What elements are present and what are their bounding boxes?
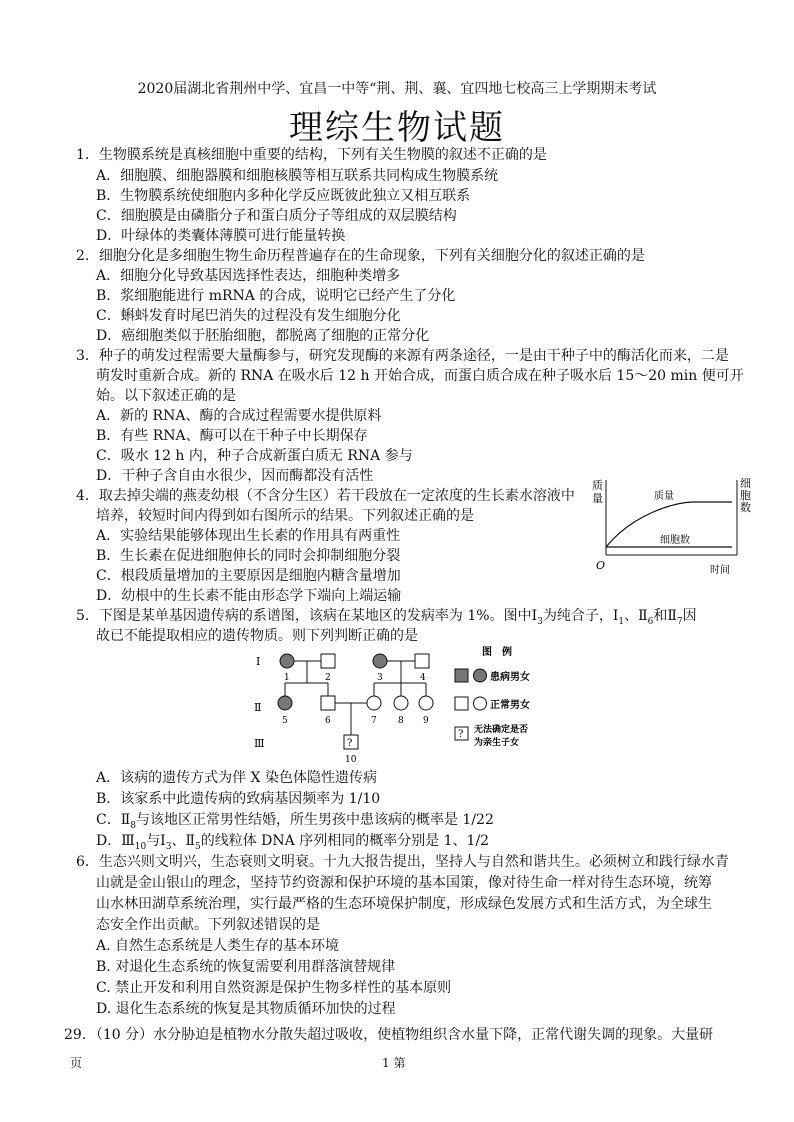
individual-I1: [280, 654, 294, 668]
chart-series-mass-label: 质量: [654, 491, 674, 502]
exam-header: 2020届湖北省荆州中学、宜昌一中等“荆、荆、襄、宜四地七校高三上学期期末考试: [137, 81, 657, 97]
legend-title: 图 例: [482, 647, 512, 658]
generation-label-2: Ⅱ: [254, 701, 262, 714]
question-2-option-d: D．癌细胞类似于胚胎细胞，都脱离了细胞的正常分化: [96, 328, 430, 344]
question-3-option-b: B．有些 RNA、酶可以在干种子中长期保存: [96, 428, 368, 444]
question-3-stem-line2: 萌发时重新合成。新的 RNA 在吸水后 12 h 开始合成，而蛋白质合成在种子吸水后 15～20 min 便可开: [96, 368, 744, 384]
generation-label-1: Ⅰ: [256, 655, 261, 668]
svg-text:4: 4: [420, 673, 426, 683]
question-6-stem-line1: 6．生态兴则文明兴，生态衰则文明衰。十九大报告提出，坚持人与自然和谐共生。必须树立和践行绿水青: [76, 854, 729, 870]
question-1-stem: 1．生物膜系统是真核细胞中重要的结构，下列有关生物膜的叙述不正确的是: [76, 147, 547, 163]
question-5-option-c: C．$Ⅱ_8$与该地区正常男性结婚，所生男孩中患该病的概率是 1/22: [96, 812, 494, 831]
question-6-stem-line2: 山就是金山银山的理念，坚持节约资源和保护环境的基本国策，像对待生命一样对待生态环境，统筹: [96, 875, 712, 891]
question-6-stem-line3: 山水林田湖草系统治理，实行最严格的生态环境保护制度，形成绿色发展方式和生活方式，为全球生: [96, 896, 712, 912]
chart-series-cell-label: 细胞数: [660, 535, 690, 546]
page-title: 理综生物试题: [289, 108, 505, 148]
svg-text:?: ?: [347, 738, 353, 749]
individual-II7: [367, 696, 381, 710]
svg-text:8: 8: [398, 716, 404, 726]
individual-II9: [419, 696, 433, 710]
question-4-option-d: D．幼根中的生长素不能由形态学下端向上端运输: [96, 588, 402, 604]
question-4-stem-line2: 培养，较短时间内得到如右图所示的结果。下列叙述正确的是: [96, 508, 474, 524]
growth-chart: [592, 475, 762, 580]
pedigree-chart: [250, 645, 550, 765]
individual-I3: [373, 654, 387, 668]
question-6-option-c: C. 禁止开发和利用自然资源是保护生物多样性的基本原则: [96, 980, 452, 996]
question-3-stem-line3: 始。以下叙述正确的是: [96, 388, 236, 404]
question-2-option-c: C．蝌蚪发育时尾巴消失的过程没有发生细胞分化: [96, 308, 401, 324]
chart-xlabel: 时间: [710, 565, 730, 576]
individual-II5: [278, 696, 292, 710]
chart-ylabel-left-1: 质: [592, 479, 603, 492]
svg-text:10: 10: [345, 755, 357, 765]
svg-text:6: 6: [325, 716, 331, 726]
legend-unknown-label-2: 为亲生子女: [474, 738, 520, 748]
question-4-option-b: B．生长素在促进细胞伸长的同时会抑制细胞分裂: [96, 548, 401, 564]
question-1-option-d: D．叶绿体的类囊体薄膜可进行能量转换: [96, 228, 346, 244]
question-1-option-c: C．细胞膜是由磷脂分子和蛋白质分子等组成的双层膜结构: [96, 208, 457, 224]
question-29-stem: 29．（10 分）水分胁迫是植物水分散失超过吸收，使植物组织含水量下降，正常代谢失调的现象。大量研: [64, 1027, 714, 1043]
generation-label-3: Ⅲ: [254, 737, 265, 750]
legend-affected-label: 患病男女: [490, 672, 530, 683]
legend-unknown-label-1: 无法确定是否: [474, 725, 529, 735]
individual-II6: [321, 696, 335, 710]
question-6-stem-line4: 态安全作出贡献。下列叙述错误的是: [96, 917, 320, 933]
question-5-stem-line1: 5．下图是某单基因遗传病的系谱图，该病在某地区的发病率为 1%。图中$Ⅰ_3$为纯合子，$Ⅰ_1$、$Ⅱ_6$和$Ⅱ_7$因: [76, 608, 697, 627]
question-6-option-a: A. 自然生态系统是人类生存的基本环境: [96, 938, 340, 954]
question-5-option-d: D．$Ⅲ_{10}$与$Ⅰ_3$、$Ⅱ_5$的线粒体 DNA 序列相同的概率分别是 1、1/2: [96, 833, 490, 852]
question-4-stem-line1: 4．取去掉尖端的燕麦幼根（不含分生区）若干段放在一定浓度的生长素水溶液中: [76, 488, 575, 504]
question-2-option-a: A．细胞分化导致基因选择性表达，细胞种类增多: [96, 268, 401, 284]
footer-page-number: 1 第: [382, 1056, 406, 1070]
question-4-option-a: A．实验结果能够体现出生长素的作用具有两重性: [96, 528, 401, 544]
question-2-stem: 2．细胞分化是多细胞生物生命历程普遍存在的生命现象，下列有关细胞分化的叙述正确的是: [76, 248, 645, 264]
legend-affected-female: [474, 669, 487, 682]
legend-normal-label: 正常男女: [490, 700, 530, 711]
question-4-option-c: C．根段质量增加的主要原因是细胞内糖含量增加: [96, 568, 401, 584]
svg-text:?: ?: [458, 729, 464, 740]
svg-text:1: 1: [284, 673, 290, 683]
chart-ylabel-right-3: 数: [740, 501, 751, 514]
individual-I2: [321, 654, 335, 668]
question-1-option-b: B．生物膜系统使细胞内多种化学反应既彼此独立又相互联系: [96, 188, 471, 204]
svg-text:7: 7: [371, 716, 377, 726]
question-5-option-b: B．该家系中此遗传病的致病基因频率为 1/10: [96, 791, 381, 807]
svg-text:3: 3: [377, 673, 383, 683]
question-3-stem-line1: 3．种子的萌发过程需要大量酶参与，研究发现酶的来源有两条途径，一是由干种子中的酶活化而来，二是: [76, 348, 729, 364]
chart-ylabel-right-1: 细: [740, 477, 751, 490]
question-5-stem-line2: 故已不能提取相应的遗传物质。则下列判断正确的是: [96, 628, 418, 644]
question-1-option-a: A．细胞膜、细胞器膜和细胞核膜等相互联系共同构成生物膜系统: [96, 168, 499, 184]
legend-normal-male: [455, 697, 468, 710]
footer-left: 页: [70, 1056, 83, 1070]
question-5-option-a: A．该病的遗传方式为伴 X 染色体隐性遗传病: [96, 770, 377, 786]
legend-affected-male: [455, 669, 468, 682]
question-6-option-d: D. 退化生态系统的恢复是其物质循环加快的过程: [96, 1001, 396, 1017]
chart-origin: O: [596, 559, 606, 572]
chart-ylabel-left-2: 量: [592, 492, 603, 505]
svg-text:9: 9: [423, 716, 429, 726]
legend-normal-female: [474, 697, 487, 710]
question-2-option-b: B．浆细胞能进行 mRNA 的合成，说明它已经产生了分化: [96, 288, 456, 304]
svg-text:2: 2: [325, 673, 331, 683]
chart-ylabel-right-2: 胞: [740, 489, 751, 502]
question-3-option-d: D．干种子含自由水很少，因而酶都没有活性: [96, 468, 374, 484]
question-6-option-b: B. 对退化生态系统的恢复需要利用群落演替规律: [96, 959, 396, 975]
svg-text:5: 5: [282, 716, 288, 726]
question-3-option-c: C．吸水 12 h 内，种子合成新蛋白质无 RNA 参与: [96, 448, 413, 464]
individual-II8: [394, 696, 408, 710]
individual-I4: [415, 654, 429, 668]
question-3-option-a: A．新的 RNA、酶的合成过程需要水提供原料: [96, 408, 382, 424]
